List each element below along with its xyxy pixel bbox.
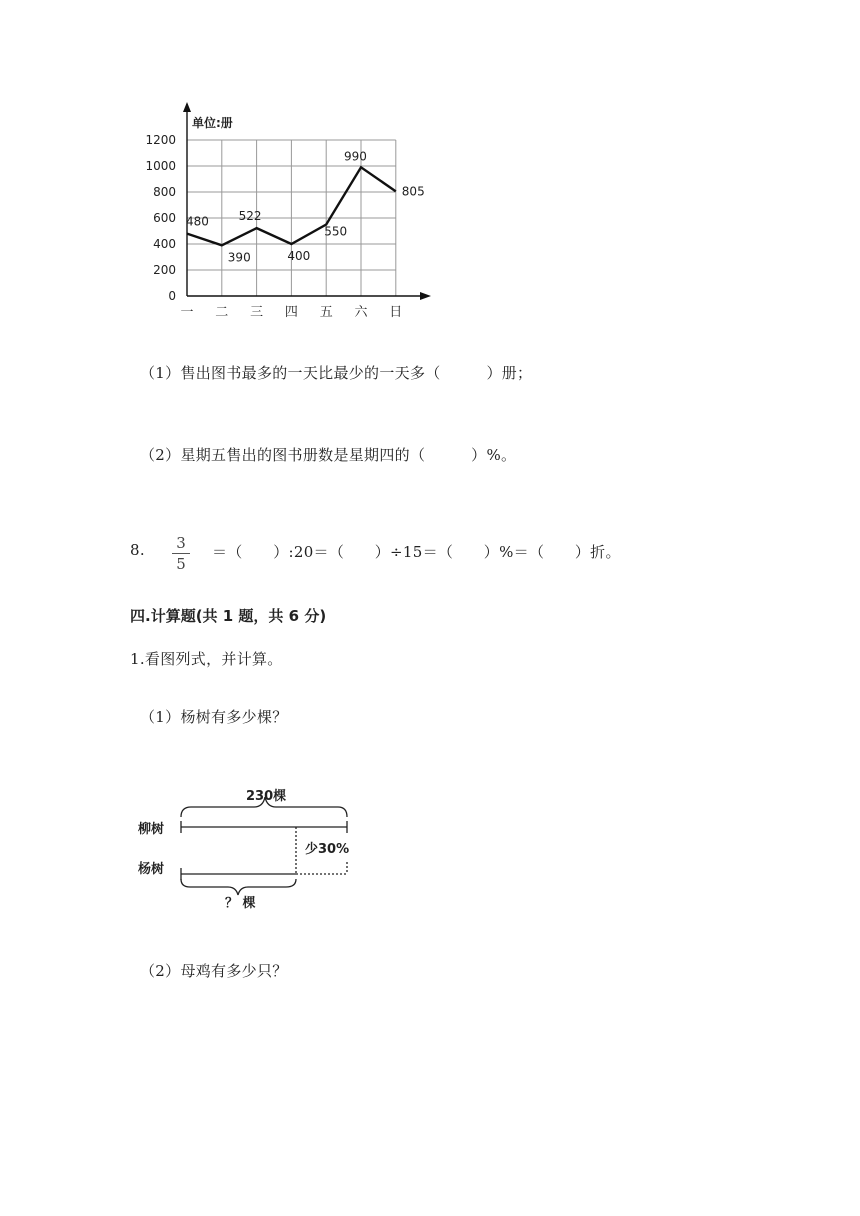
data-label: 805 [401,184,425,199]
data-label: 480 [186,214,209,229]
data-label: 522 [238,209,262,224]
y-tick-label: 200 [153,263,176,277]
y-tick-label: 0 [168,289,176,303]
x-tick-label: 三 [250,305,264,320]
diagram-bottom-label: ？ 棵 [225,896,256,911]
y-axis-arrow [183,102,191,112]
bottom-brace [181,879,296,895]
diagram-less-label: 少30% [305,842,350,857]
y-tick-label: 800 [153,185,176,199]
data-label: 390 [227,250,251,265]
question-7-2: （2）星期五售出的图书册数是星期四的（ ）%。 [140,446,517,464]
question-8-number: 8. [130,541,145,559]
question-7-1: （1）售出图书最多的一天比最少的一天多（ ）册； [140,364,533,382]
data-label: 990 [344,149,367,164]
diagram-row2-label: 杨树 [138,862,165,877]
fraction-numerator: 3 [176,534,186,552]
x-tick-label: 二 [215,305,229,320]
question-8-text: ＝（ ）:20＝（ ）÷15＝（ ）%＝（ ）折。 [212,543,621,561]
chart-unit-label: 单位:册 [192,116,233,130]
fraction-three-fifths [172,534,190,573]
y-tick-label: 1200 [145,133,176,147]
section-4-sub-2: （2）母鸡有多少只？ [140,962,288,980]
diagram-row1-label: 柳树 [138,822,165,837]
section-4-sub-1: （1）杨树有多少棵？ [140,708,288,726]
y-tick-label: 400 [153,237,176,251]
comparison-diagram [0,780,400,920]
data-label: 400 [287,249,311,263]
fraction-denominator: 5 [176,555,186,573]
data-label: 550 [324,224,348,239]
x-tick-label: 六 [354,305,368,320]
diagram-top-label: 230棵 [246,789,287,804]
fraction-bar [172,553,190,554]
x-tick-label: 四 [284,305,298,320]
x-tick-label: 一 [180,305,194,320]
x-tick-label: 五 [319,305,333,320]
line-chart [0,0,860,330]
x-tick-label: 日 [389,305,403,320]
chart-grid [187,140,396,296]
y-tick-label: 1000 [145,159,176,173]
x-axis-arrow [420,292,431,300]
section-4-title: 四.计算题(共 1 题，共 6 分) [130,607,327,625]
section-4-item-1: 1.看图列式，并计算。 [130,650,283,668]
y-tick-label: 600 [153,211,176,225]
top-brace [181,797,347,817]
